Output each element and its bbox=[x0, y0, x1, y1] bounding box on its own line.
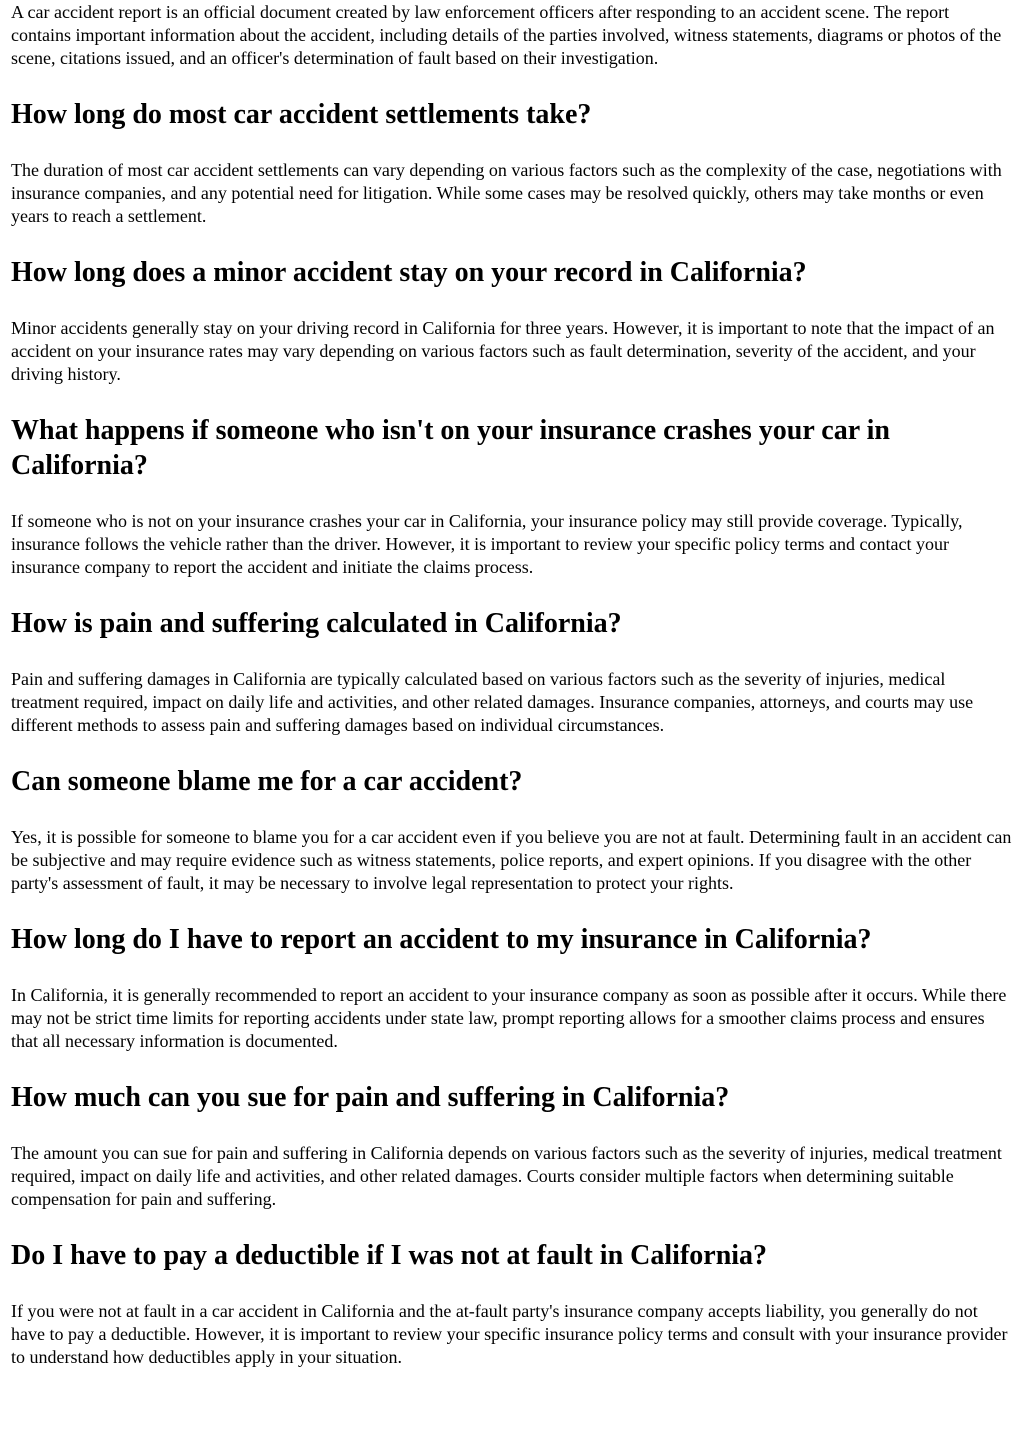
faq-question: How much can you sue for pain and suffering in California? bbox=[11, 1082, 730, 1113]
faq-question: How long do I have to report an accident to my insurance in California? bbox=[11, 924, 872, 955]
faq-question: Do I have to pay a deductible if I was not at fault in California? bbox=[11, 1240, 768, 1271]
faq-answer: In California, it is generally recommended to report an accident to your insurance company as soon as possible after it occurs. While there may not be strict time limits for reporting accidents under state law, prompt reporting allows for a smoother claims process and ensures that all necessary information is documented. bbox=[11, 985, 1007, 1051]
faq-answer: Pain and suffering damages in California are typically calculated based on various factors such as the severity of injuries, medical treatment required, impact on daily life and activities, and other related damages. Insurance companies, attorneys, and courts may use different methods to assess pain and suffering damages based on individual circumstances. bbox=[11, 669, 974, 735]
faq-answer: The amount you can sue for pain and suffering in California depends on various factors such as the severity of injuries, medical treatment required, impact on daily life and activities, and other related damages. Courts consider multiple factors when determining suitable compensation for pain and suffering. bbox=[11, 1143, 1002, 1209]
faq-question: How long does a minor accident stay on your record in California? bbox=[11, 257, 807, 288]
faq-answer: Minor accidents generally stay on your driving record in California for three years. However, it is important to note that the impact of an accident on your insurance rates may vary depending on various factors such as fault determination, severity of the accident, and your driving history. bbox=[11, 318, 995, 384]
faq-answer: The duration of most car accident settlements can vary depending on various factors such as the complexity of the case, negotiations with insurance companies, and any potential need for litigation. While some cases may be resolved quickly, others may take months or even years to reach a settlement. bbox=[11, 160, 1002, 226]
faq-question: How long do most car accident settlements take? bbox=[11, 99, 592, 130]
faq-question: How is pain and suffering calculated in California? bbox=[11, 608, 622, 639]
faq-answer: If someone who is not on your insurance crashes your car in California, your insurance policy may still provide coverage. Typically, insurance follows the vehicle rather than the driver. However, it is important to review your specific policy terms and contact your insurance company to report the accident and initiate the claims process. bbox=[11, 511, 963, 577]
intro-paragraph: A car accident report is an official document created by law enforcement officers after responding to an accident scene. The report contains important information about the accident, including details of the parties involved, witness statements, diagrams or photos of the scene, citations issued, and an officer's determination of fault based on their investigation. bbox=[11, 2, 1002, 68]
faq-answer: Yes, it is possible for someone to blame you for a car accident even if you believe you are not at fault. Determining fault in an accident can be subjective and may require evidence such as witness statements, police reports, and expert opinions. If you disagree with the other party's assessment of fault, it may be necessary to involve legal representation to protect your rights. bbox=[11, 827, 1012, 893]
faq-answer: If you were not at fault in a car accident in California and the at-fault party's insurance company accepts liability, you generally do not have to pay a deductible. However, it is important to review your specific insurance policy terms and consult with your insurance provider to understand how deductibles apply in your situation. bbox=[11, 1301, 1008, 1367]
faq-question: What happens if someone who isn't on your insurance crashes your car in California? bbox=[11, 415, 890, 481]
faq-question: Can someone blame me for a car accident? bbox=[11, 766, 523, 797]
